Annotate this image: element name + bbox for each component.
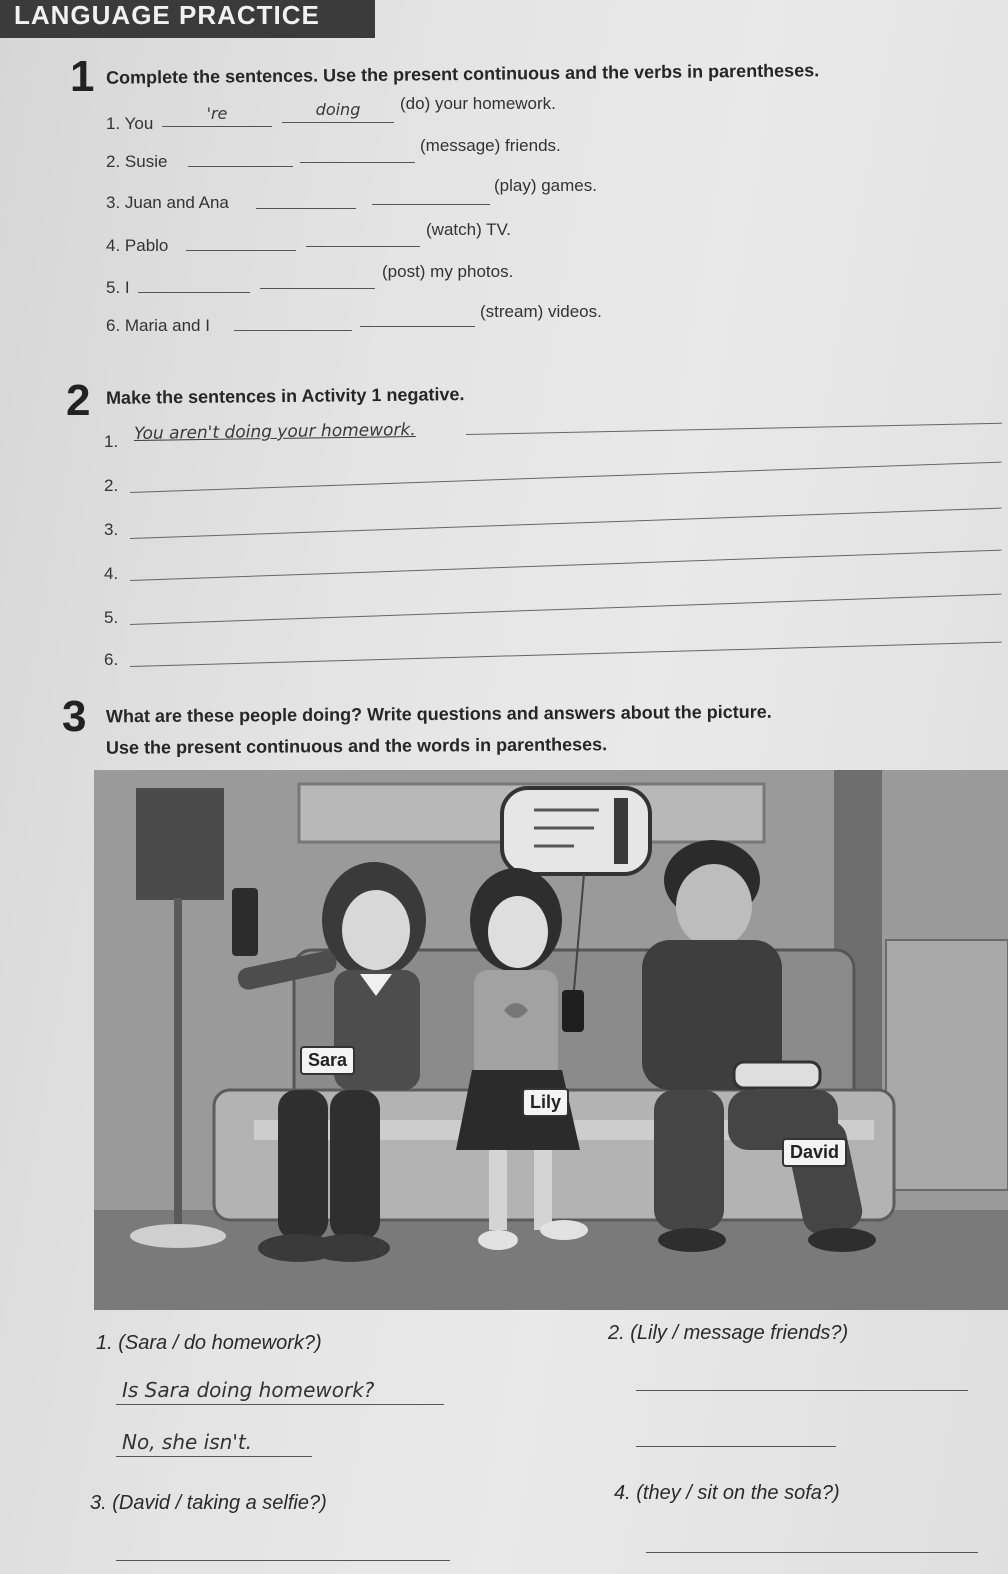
activity-1-blank-verb[interactable] [360, 306, 475, 327]
activity-1-item-prefix: 1. You [106, 114, 154, 133]
activity-1-item-suffix: (play) games. [494, 176, 597, 195]
answer-line[interactable] [130, 594, 1002, 625]
activity-3-question-answer[interactable] [646, 1530, 978, 1553]
activity-1-item-suffix: (post) my photos. [382, 262, 514, 281]
activity-1-blank-aux[interactable] [138, 272, 250, 293]
activity-3-short-answer[interactable] [636, 1422, 836, 1447]
activity-3-prompt: 2. (Lily / message friends?) [608, 1322, 849, 1344]
activity-1-item-prefix: 2. Susie [106, 152, 168, 171]
activity-3-instruction-line1: What are these people doing? Write questions and answers about the picture. [105, 701, 772, 727]
activity-1-item-prefix: 4. Pablo [106, 236, 169, 255]
activity-1-item-prefix: 3. Juan and Ana [106, 193, 229, 212]
activity-1-item-suffix: (do) your homework. [400, 94, 556, 113]
activity-1-blank-aux[interactable]: 're [162, 104, 272, 127]
activity-1-item-prefix: 6. Maria and I [106, 316, 210, 335]
illustration-svg [94, 770, 1008, 1310]
activity-1-blank-aux[interactable] [256, 188, 356, 209]
activity-2-answer[interactable]: You aren't doing your homework. [133, 420, 416, 444]
activity-1-blank-verb[interactable] [372, 184, 490, 205]
activity-1-instruction: Complete the sentences. Use the present continuous and the verbs in parentheses. [105, 60, 820, 88]
activity-3-prompt: 4. (they / sit on the sofa?) [614, 1482, 840, 1504]
answer-line[interactable] [130, 642, 1002, 667]
activity-1-item-suffix: (stream) videos. [480, 302, 602, 321]
activity-1-item-suffix: (message) friends. [420, 136, 561, 155]
activity-2-number: 2 [66, 376, 91, 425]
activity-3-number: 3 [62, 692, 87, 741]
activity-3-prompt: 3. (David / taking a selfie?) [90, 1492, 327, 1514]
activity-3-question-answer[interactable] [636, 1366, 968, 1391]
activity-2-item-label: 6. [104, 650, 119, 669]
activity-2-instruction: Make the sentences in Activity 1 negative. [105, 384, 465, 408]
answer-line[interactable] [130, 550, 1002, 581]
activity-2-item-label: 3. [104, 520, 119, 539]
picture-label-david: David [782, 1138, 847, 1167]
activity-1-item-prefix: 5. I [106, 278, 130, 297]
activity-1-number: 1 [70, 52, 95, 101]
section-banner: LANGUAGE PRACTICE [0, 0, 375, 38]
activity-2-item-label: 4. [104, 564, 119, 583]
activity-3-prompt: 1. (Sara / do homework?) [96, 1332, 322, 1354]
answer-line[interactable] [130, 462, 1002, 493]
answer-line[interactable] [466, 423, 1002, 435]
activity-1-blank-verb[interactable]: doing [282, 100, 394, 123]
picture-label-sara: Sara [300, 1046, 355, 1075]
answer-line[interactable] [130, 508, 1002, 539]
illustration-sofa-scene [94, 770, 1008, 1310]
activity-1-item-suffix: (watch) TV. [426, 220, 512, 239]
activity-1-blank-verb[interactable] [300, 142, 415, 163]
activity-1-blank-aux[interactable] [186, 230, 296, 251]
activity-3-question-answer[interactable] [116, 1538, 450, 1561]
activity-3-question-answer[interactable]: Is Sara doing homework? [116, 1378, 444, 1405]
activity-2-item-label: 5. [104, 608, 119, 627]
activity-1-blank-aux[interactable] [234, 310, 352, 331]
activity-1-blank-aux[interactable] [188, 146, 293, 167]
activity-1-blank-verb[interactable] [306, 226, 420, 247]
activity-3-short-answer[interactable]: No, she isn't. [116, 1430, 312, 1457]
activity-3-instruction-line2: Use the present continuous and the words in parentheses. [105, 734, 608, 758]
activity-2-item-label: 2. [104, 476, 119, 495]
activity-2-item-label: 1. [104, 432, 119, 451]
activity-1-blank-verb[interactable] [260, 268, 375, 289]
picture-label-lily: Lily [522, 1088, 569, 1117]
